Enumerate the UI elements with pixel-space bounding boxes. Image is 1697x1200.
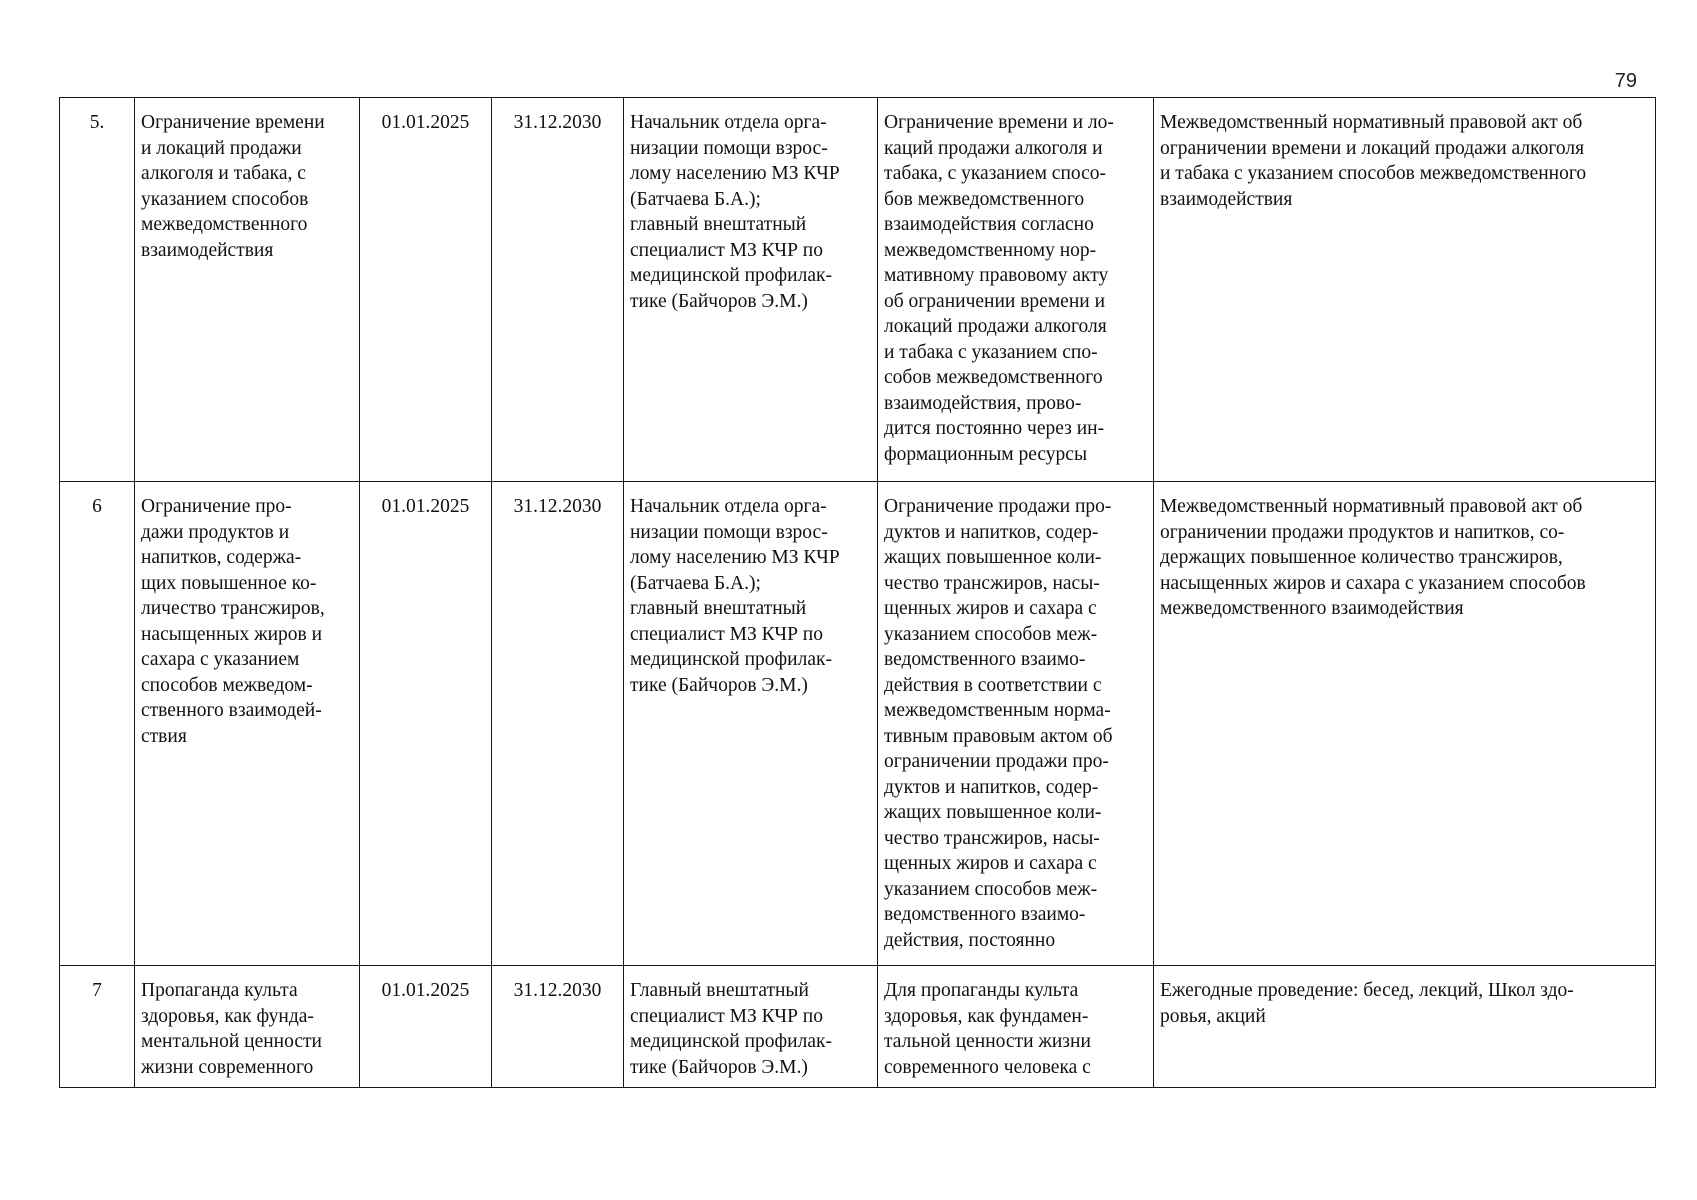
responsible-person: Главный внештатный специалист МЗ КЧР по медицинской профилак- тике (Байчоров Э.М.) (624, 966, 878, 1088)
expected-result: Межведомственный нормативный правовой акт об ограничении времени и локаций продажи алкоголя и табака с указанием способов межведомственного взаимодействия (1154, 98, 1656, 482)
measure-name: Пропаганда культа здоровья, как фунда- ментальной ценности жизни современного (135, 966, 360, 1088)
responsible-person: Начальник отдела орга- низации помощи взрос- лому населению МЗ КЧР (Батчаева Б.А.); главный внештатный специалист МЗ КЧР по медицинской профилак- тике (Байчоров Э.М.) (624, 482, 878, 966)
measure-name: Ограничение про- дажи продуктов и напитков, содержа- щих повышенное ко- личество трансжиров, насыщенных жиров и сахара с указанием способов межведом- ственного взаимодей- ствия (135, 482, 360, 966)
table-row (60, 482, 1656, 966)
measure-name: Ограничение времени и локаций продажи алкоголя и табака, с указанием способов межведомственного взаимодействия (135, 98, 360, 482)
expected-result: Межведомственный нормативный правовой акт об ограничении продажи продуктов и напитков, со- держащих повышенное количество трансжиров, насыщенных жиров и сахара с указанием способов межведомственного взаимодействия (1154, 482, 1656, 966)
start-date: 01.01.2025 (360, 482, 492, 966)
expected-result: Ежегодные проведение: бесед, лекций, Школ здо- ровья, акций (1154, 966, 1656, 1088)
end-date: 31.12.2030 (492, 966, 624, 1088)
end-date: 31.12.2030 (492, 482, 624, 966)
measure-description: Ограничение продажи про- дуктов и напитков, содер- жащих повышенное коли- чество трансжиров, насы- щенных жиров и сахара с указанием способов меж- ведомственного взаимо- действия в соответствии с межведомственным норма- тивным правовым актом об ограничении продажи про- дуктов и напитков, содер- жащих повышенное коли- чество трансжиров, насы- щенных жиров и сахара с указанием способов меж- ведомственного взаимо- действия, постоянно (878, 482, 1154, 966)
table-row (60, 966, 1656, 1088)
end-date: 31.12.2030 (492, 98, 624, 482)
row-number: 5. (60, 98, 135, 482)
row-number: 6 (60, 482, 135, 966)
measures-table (59, 97, 1656, 1088)
start-date: 01.01.2025 (360, 98, 492, 482)
row-number: 7 (60, 966, 135, 1088)
measure-description: Ограничение времени и ло- каций продажи алкоголя и табака, с указанием спосо- бов межведомственного взаимодействия согласно межведомственному нор- мативному правовому акту об ограничении времени и локаций продажи алкоголя и табака с указанием спо- собов межведомственного взаимодействия, прово- дится постоянно через ин- формационным ресурсы (878, 98, 1154, 482)
measure-description: Для пропаганды культа здоровья, как фундамен- тальной ценности жизни современного человека с (878, 966, 1154, 1088)
start-date: 01.01.2025 (360, 966, 492, 1088)
responsible-person: Начальник отдела орга- низации помощи взрос- лому населению МЗ КЧР (Батчаева Б.А.); главный внештатный специалист МЗ КЧР по медицинской профилак- тике (Байчоров Э.М.) (624, 98, 878, 482)
table-row (60, 98, 1656, 482)
page-number: 79 (1614, 70, 1637, 92)
